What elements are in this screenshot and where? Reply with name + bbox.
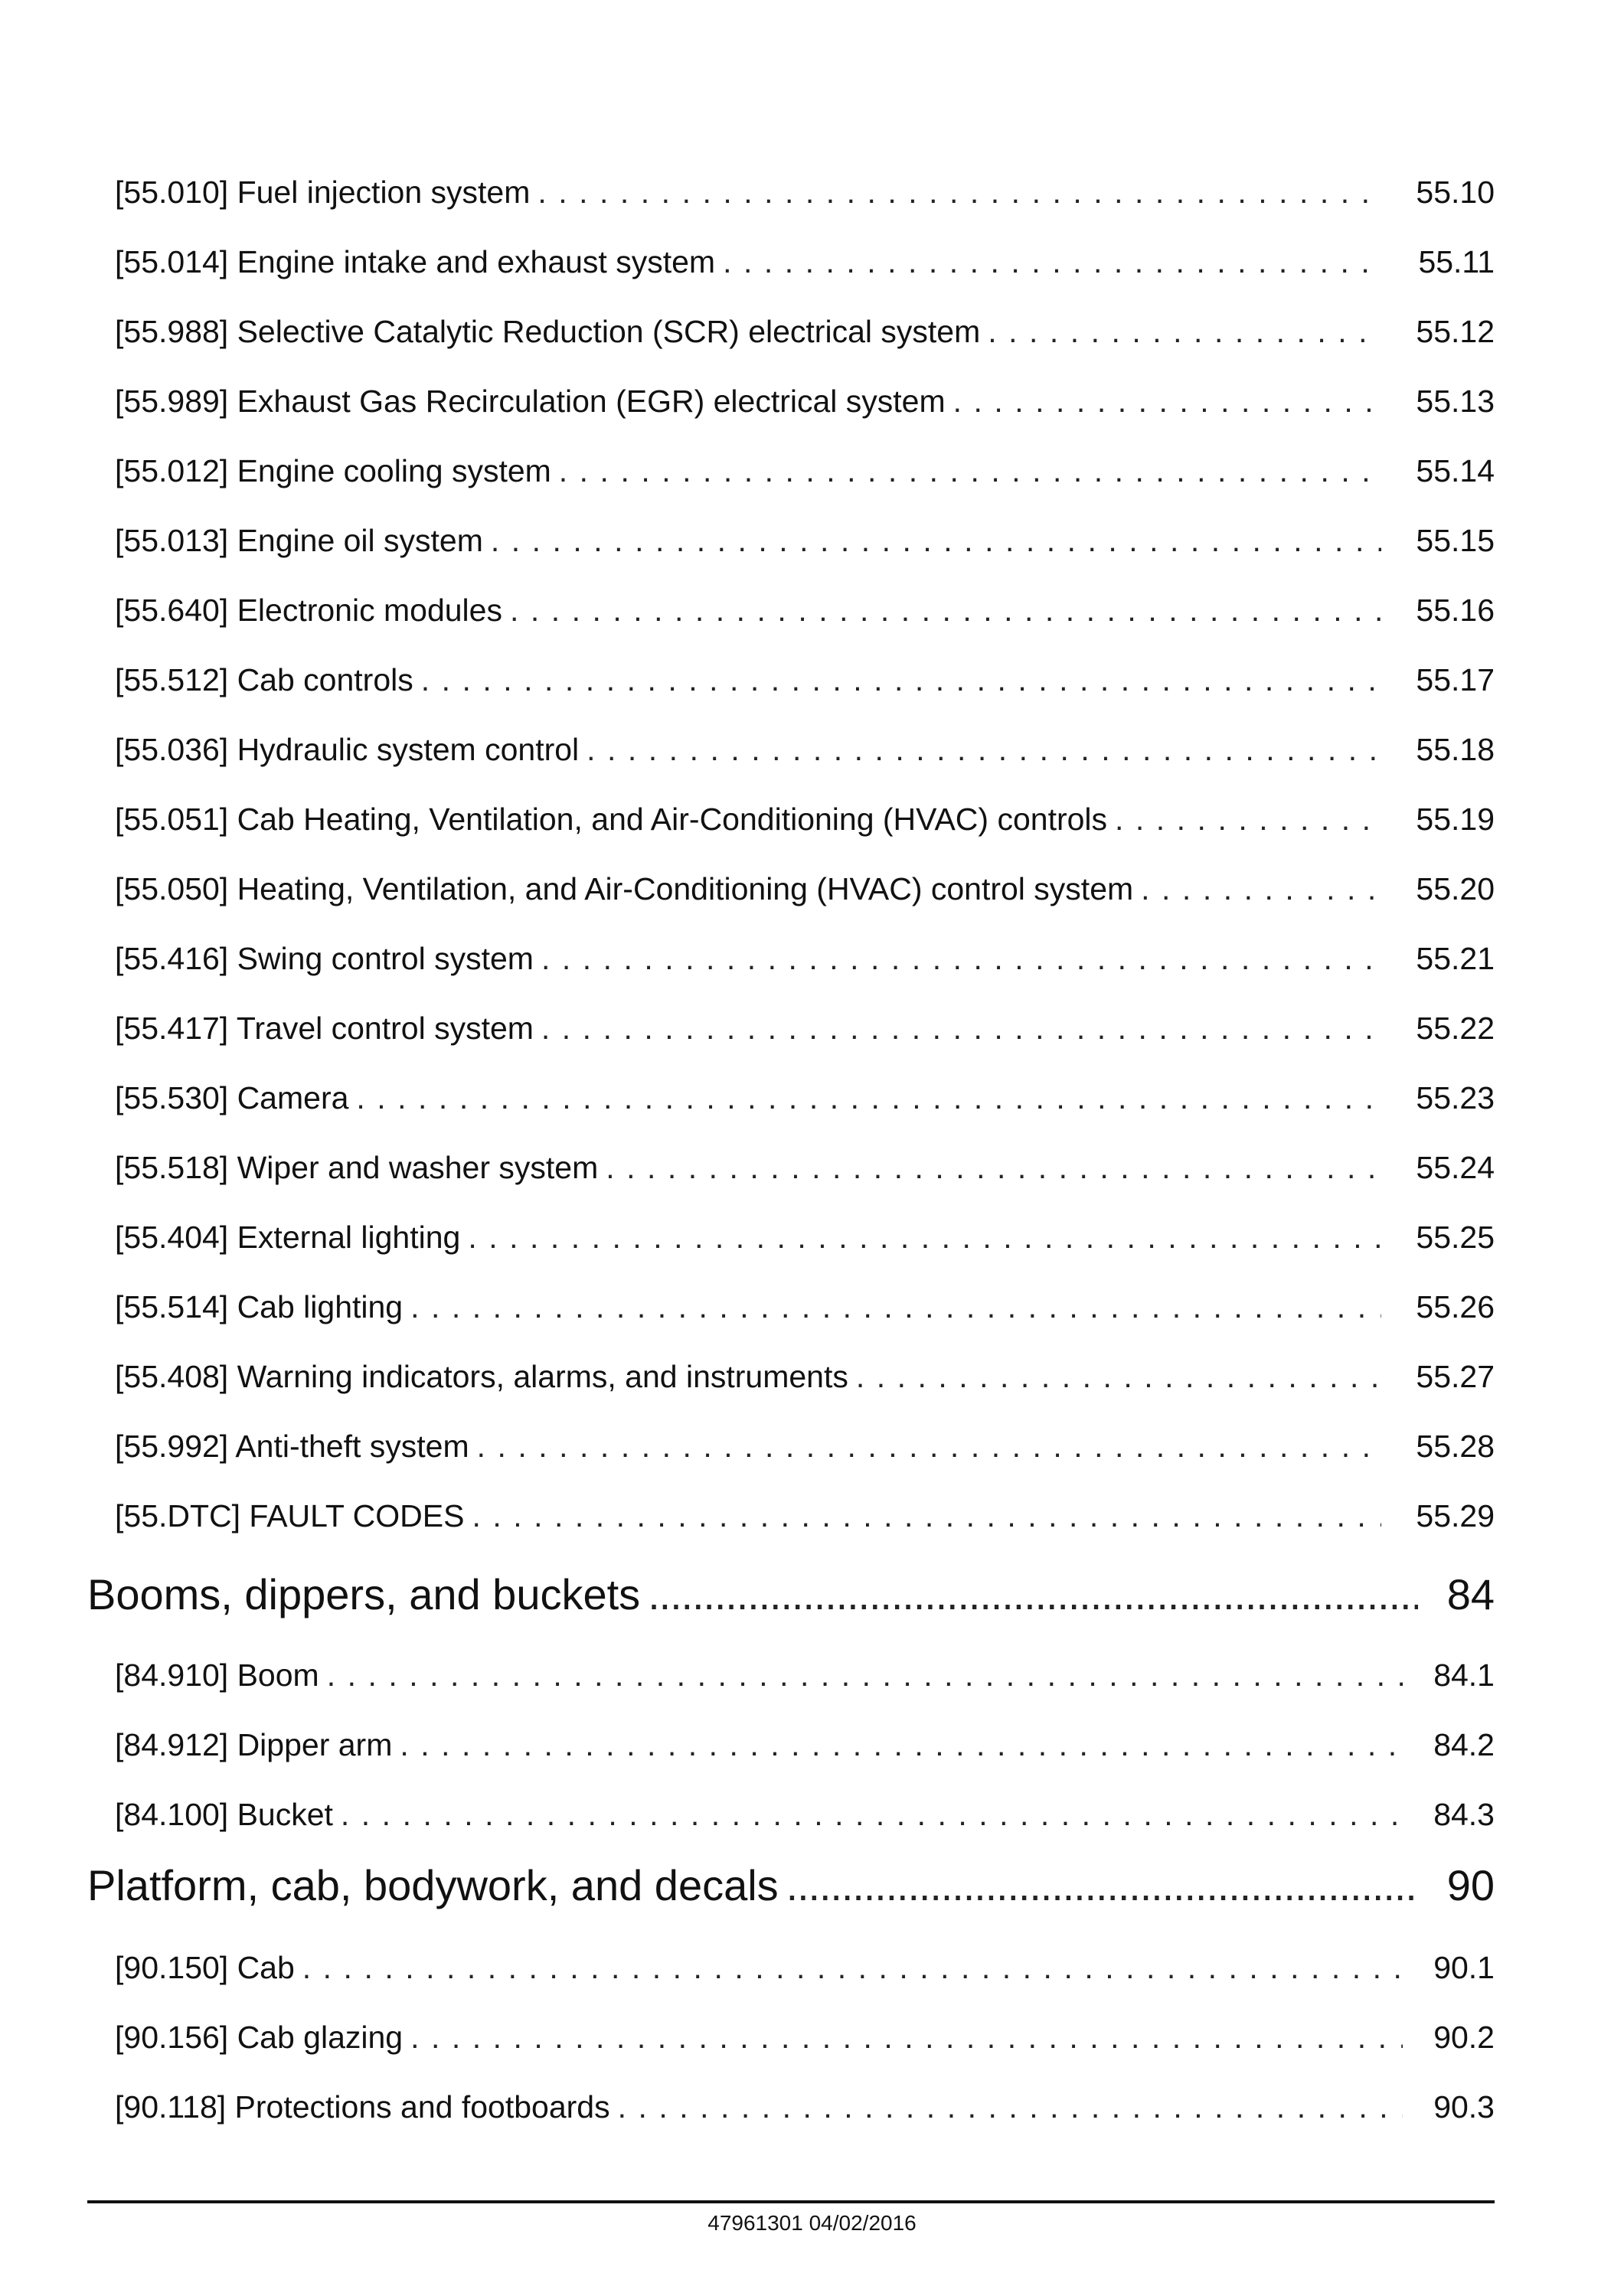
toc-entry-label: [55.988] Selective Catalytic Reduction (SCR) electrical system: [115, 314, 981, 349]
toc-entry-label: [55.014] Engine intake and exhaust system: [115, 244, 716, 279]
footer-doc-id: 47961301 04/02/2016: [707, 2211, 917, 2235]
dot-leader: [953, 384, 1381, 420]
toc-entry-label: [55.013] Engine oil system: [115, 523, 483, 558]
toc-entry[interactable]: [115, 1657, 1495, 1703]
toc-entry-label: [55.989] Exhaust Gas Recirculation (EGR) electrical system: [115, 384, 946, 419]
dot-leader: [472, 1498, 1381, 1534]
toc-entry-page: 55.14: [1416, 453, 1495, 488]
toc-entry-label: [55.512] Cab controls: [115, 662, 413, 697]
toc-entry-page: 90.2: [1433, 2020, 1495, 2055]
dot-leader: [341, 1797, 1403, 1833]
dot-leader: [410, 2020, 1403, 2056]
toc-entry-label: [55.518] Wiper and washer system: [115, 1150, 599, 1185]
toc-entry[interactable]: [115, 314, 1495, 360]
toc-entry[interactable]: [115, 1498, 1495, 1544]
toc-entry-page: 84.2: [1433, 1727, 1495, 1762]
toc-entry[interactable]: [115, 1429, 1495, 1475]
toc-entry-page: 90.1: [1433, 1950, 1495, 1985]
toc-entry-page: 55.25: [1416, 1220, 1495, 1255]
dot-leader: [510, 593, 1381, 629]
toc-entry-page: 55.24: [1416, 1150, 1495, 1185]
toc-entry-page: 55.19: [1416, 802, 1495, 837]
dot-leader: [356, 1080, 1381, 1116]
dot-leader: [856, 1359, 1381, 1395]
toc-entry-page: 84.1: [1433, 1657, 1495, 1693]
toc-entry[interactable]: [115, 1011, 1495, 1057]
dot-leader: [1115, 802, 1381, 838]
toc-entry-label: [55.992] Anti-theft system: [115, 1429, 469, 1464]
dot-leader: [468, 1220, 1381, 1256]
dot-leader: [327, 1657, 1403, 1693]
toc-entry-label: [84.910] Boom: [115, 1657, 319, 1693]
toc-entry-label: [55.640] Electronic modules: [115, 593, 502, 628]
dot-leader: [988, 314, 1381, 350]
dot-leader: [421, 662, 1381, 698]
toc-entry[interactable]: [115, 1289, 1495, 1335]
chapter-page: 90: [1446, 1861, 1495, 1909]
toc-entry-page: 55.26: [1416, 1289, 1495, 1324]
toc-entry[interactable]: [115, 523, 1495, 569]
toc-entry-label: [84.912] Dipper arm: [115, 1727, 393, 1762]
toc-entry-page: 55.29: [1416, 1498, 1495, 1533]
toc-entry-label: [55.050] Heating, Ventilation, and Air-Conditioning (HVAC) control system: [115, 871, 1134, 906]
toc-entry-label: [55.514] Cab lighting: [115, 1289, 404, 1324]
toc-entry-label: [55.012] Engine cooling system: [115, 453, 551, 488]
toc-entry[interactable]: [115, 2020, 1495, 2066]
toc-entry-page: 55.15: [1416, 523, 1495, 558]
toc-entry-label: [90.118] Protections and footboards: [115, 2089, 610, 2125]
dot-leader: [648, 1569, 1418, 1619]
toc-entry-label: [55.404] External lighting: [115, 1220, 461, 1255]
toc-entry-page: 55.27: [1416, 1359, 1495, 1394]
toc-entry-page: 84.3: [1433, 1797, 1495, 1832]
toc-entry-page: 55.17: [1416, 662, 1495, 697]
toc-entry[interactable]: [115, 453, 1495, 499]
toc-entry-label: [55.010] Fuel injection system: [115, 175, 531, 210]
dot-leader: [606, 1150, 1381, 1186]
toc-entry-label: [90.156] Cab glazing: [115, 2020, 404, 2055]
footer-rule: [87, 2200, 1495, 2203]
toc-entry-page: 55.21: [1416, 941, 1495, 976]
toc-entry[interactable]: [115, 1080, 1495, 1126]
toc-entry-page: 55.20: [1416, 871, 1495, 906]
toc-entry-label: [55.417] Travel control system: [115, 1011, 534, 1046]
toc-entry-page: 55.22: [1416, 1011, 1495, 1046]
toc-entry[interactable]: [115, 662, 1495, 708]
toc-entry[interactable]: [115, 1797, 1495, 1843]
toc-entry-label: [55.416] Swing control system: [115, 941, 534, 976]
toc-entry[interactable]: [115, 384, 1495, 429]
toc-entry[interactable]: [115, 2089, 1495, 2135]
toc-entry[interactable]: [115, 1150, 1495, 1196]
toc-entry-page: 55.10: [1416, 175, 1495, 210]
dot-leader: [491, 523, 1381, 559]
chapter-title: Platform, cab, bodywork, and decals: [87, 1861, 779, 1909]
toc-entry-label: [84.100] Bucket: [115, 1797, 333, 1832]
toc-entry-page: 55.23: [1416, 1080, 1495, 1115]
chapter-title: Booms, dippers, and buckets: [87, 1570, 641, 1618]
dot-leader: [587, 732, 1381, 768]
toc-entry-label: [55.036] Hydraulic system control: [115, 732, 580, 767]
toc-entry[interactable]: [115, 1727, 1495, 1773]
toc-entry-page: 55.18: [1416, 732, 1495, 767]
dot-leader: [538, 175, 1381, 211]
toc-entry-page: 55.13: [1416, 384, 1495, 419]
dot-leader: [302, 1950, 1403, 1986]
chapter-page: 84: [1446, 1570, 1495, 1618]
toc-entry[interactable]: [115, 1950, 1495, 1996]
toc-entry[interactable]: [115, 175, 1495, 220]
toc-chapter-heading[interactable]: [87, 1569, 1495, 1631]
dot-leader: [541, 1011, 1381, 1047]
toc-entry-page: 55.28: [1416, 1429, 1495, 1464]
dot-leader: [618, 2089, 1403, 2125]
toc-entry[interactable]: [115, 593, 1495, 639]
dot-leader: [400, 1727, 1403, 1763]
toc-entry-page: 55.16: [1416, 593, 1495, 628]
dot-leader: [559, 453, 1381, 489]
dot-leader: [1141, 871, 1381, 907]
dot-leader: [477, 1429, 1381, 1465]
toc-chapter-heading[interactable]: [87, 1860, 1495, 1922]
toc-entry-label: [55.051] Cab Heating, Ventilation, and Air-Conditioning (HVAC) controls: [115, 802, 1108, 837]
toc-entry-label: [55.530] Camera: [115, 1080, 349, 1115]
toc-entry[interactable]: [115, 802, 1495, 848]
dot-leader: [786, 1860, 1418, 1910]
toc-entry-page: 55.11: [1418, 244, 1495, 279]
toc-entry[interactable]: [115, 1359, 1495, 1405]
toc-entry[interactable]: [115, 871, 1495, 917]
dot-leader: [410, 1289, 1381, 1325]
dot-leader: [723, 244, 1381, 280]
toc-entry-label: [90.150] Cab: [115, 1950, 295, 1985]
toc-entry-label: [55.DTC] FAULT CODES: [115, 1498, 465, 1533]
toc-entry-page: 55.12: [1416, 314, 1495, 349]
dot-leader: [541, 941, 1381, 977]
toc-entry[interactable]: [115, 1220, 1495, 1266]
toc-entry-label: [55.408] Warning indicators, alarms, and instruments: [115, 1359, 848, 1394]
toc-entry[interactable]: [115, 244, 1495, 290]
toc-entry[interactable]: [115, 732, 1495, 778]
toc-entry[interactable]: [115, 941, 1495, 987]
toc-entry-page: 90.3: [1433, 2089, 1495, 2125]
